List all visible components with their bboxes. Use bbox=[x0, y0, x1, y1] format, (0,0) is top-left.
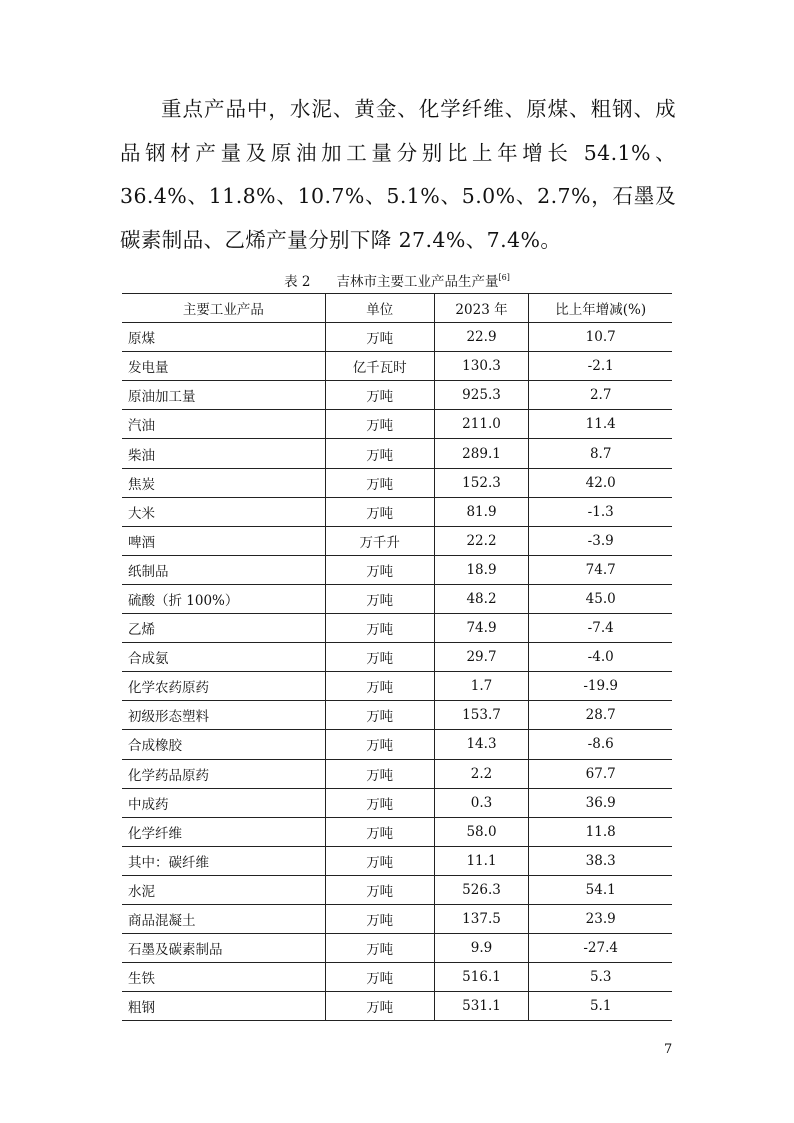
table-row bbox=[122, 468, 672, 497]
cell-product: 化学药品原药 bbox=[128, 767, 209, 784]
cell-product: 原油加工量 bbox=[128, 389, 196, 406]
cell-unit: 万吨 bbox=[325, 643, 434, 672]
header-product: 主要工业产品 bbox=[122, 294, 325, 323]
cell-change: -8.6 bbox=[529, 730, 672, 759]
table-row bbox=[122, 614, 672, 643]
cell-2023-value: 58.0 bbox=[434, 817, 529, 846]
table-body bbox=[122, 323, 672, 1021]
table-row bbox=[122, 672, 672, 701]
cell-change: -4.0 bbox=[529, 643, 672, 672]
cell-product: 石墨及碳素制品 bbox=[128, 942, 223, 959]
table-caption-number: 表 2 bbox=[284, 274, 311, 290]
cell-2023-value: 14.3 bbox=[434, 730, 529, 759]
cell-2023-value: 0.3 bbox=[434, 788, 529, 817]
cell-change: -27.4 bbox=[529, 934, 672, 963]
cell-unit: 万吨 bbox=[325, 992, 434, 1021]
cell-2023-value: 22.2 bbox=[434, 526, 529, 555]
cell-change: 5.1 bbox=[529, 992, 672, 1021]
cell-change: -19.9 bbox=[529, 672, 672, 701]
page-number: 7 bbox=[664, 1042, 673, 1057]
cell-2023-value: 925.3 bbox=[434, 381, 529, 410]
cell-change: 10.7 bbox=[529, 323, 672, 352]
cell-change: -3.9 bbox=[529, 526, 672, 555]
cell-unit: 万吨 bbox=[325, 468, 434, 497]
cell-product: 初级形态塑料 bbox=[128, 709, 209, 726]
cell-product: 硫酸（折 100%） bbox=[128, 592, 239, 609]
cell-unit: 万吨 bbox=[325, 788, 434, 817]
cell-unit: 万吨 bbox=[325, 672, 434, 701]
cell-2023-value: 211.0 bbox=[434, 410, 529, 439]
cell-change: -2.1 bbox=[529, 352, 672, 381]
table-row bbox=[122, 788, 672, 817]
cell-unit: 万吨 bbox=[325, 934, 434, 963]
cell-2023-value: 526.3 bbox=[434, 875, 529, 904]
cell-product: 化学纤维 bbox=[128, 825, 182, 842]
cell-2023-value: 137.5 bbox=[434, 904, 529, 933]
cell-unit: 万千升 bbox=[325, 526, 434, 555]
cell-unit: 万吨 bbox=[325, 759, 434, 788]
cell-unit: 万吨 bbox=[325, 963, 434, 992]
cell-change: 54.1 bbox=[529, 875, 672, 904]
cell-unit: 亿千瓦时 bbox=[325, 352, 434, 381]
cell-change: -1.3 bbox=[529, 497, 672, 526]
cell-unit: 万吨 bbox=[325, 614, 434, 643]
cell-2023-value: 531.1 bbox=[434, 992, 529, 1021]
cell-change: 11.4 bbox=[529, 410, 672, 439]
cell-unit: 万吨 bbox=[325, 584, 434, 613]
table-row bbox=[122, 701, 672, 730]
cell-unit: 万吨 bbox=[325, 555, 434, 584]
table-row bbox=[122, 439, 672, 468]
cell-unit: 万吨 bbox=[325, 875, 434, 904]
cell-2023-value: 153.7 bbox=[434, 701, 529, 730]
table-caption-title: 吉林市主要工业产品生产量 bbox=[336, 274, 499, 290]
cell-product: 原煤 bbox=[128, 331, 155, 348]
table-row bbox=[122, 352, 672, 381]
cell-2023-value: 22.9 bbox=[434, 323, 529, 352]
body-paragraph: 重点产品中，水泥、黄金、化学纤维、原煤、粗钢、成品钢材产量及原油加工量分别比上年增长 54.1%、36.4%、11.8%、10.7%、5.1%、5.0%、2.7%，石墨及碳素制品、乙烯产量分别下降 27.4%、7.4%。 bbox=[120, 97, 676, 252]
table-caption bbox=[0, 268, 794, 292]
cell-change: 23.9 bbox=[529, 904, 672, 933]
cell-unit: 万吨 bbox=[325, 730, 434, 759]
table-row bbox=[122, 410, 672, 439]
cell-2023-value: 152.3 bbox=[434, 468, 529, 497]
cell-unit: 万吨 bbox=[325, 439, 434, 468]
cell-product: 乙烯 bbox=[128, 622, 155, 639]
cell-product: 合成氨 bbox=[128, 651, 169, 668]
cell-product: 粗钢 bbox=[128, 1000, 155, 1017]
cell-unit: 万吨 bbox=[325, 497, 434, 526]
cell-product: 中成药 bbox=[128, 796, 169, 813]
cell-product: 生铁 bbox=[128, 971, 155, 988]
cell-product: 化学农药原药 bbox=[128, 680, 209, 697]
cell-2023-value: 289.1 bbox=[434, 439, 529, 468]
cell-change: 38.3 bbox=[529, 846, 672, 875]
cell-product: 焦炭 bbox=[128, 476, 155, 493]
table-row bbox=[122, 730, 672, 759]
table-row bbox=[122, 963, 672, 992]
cell-2023-value: 81.9 bbox=[434, 497, 529, 526]
cell-product: 水泥 bbox=[128, 883, 155, 900]
table-row bbox=[122, 643, 672, 672]
table-row bbox=[122, 555, 672, 584]
cell-change: 11.8 bbox=[529, 817, 672, 846]
cell-2023-value: 1.7 bbox=[434, 672, 529, 701]
table-row bbox=[122, 759, 672, 788]
table-row bbox=[122, 875, 672, 904]
table-row bbox=[122, 817, 672, 846]
table-caption-reference: [6] bbox=[498, 273, 510, 282]
cell-2023-value: 2.2 bbox=[434, 759, 529, 788]
cell-product: 啤酒 bbox=[128, 534, 155, 551]
cell-2023-value: 74.9 bbox=[434, 614, 529, 643]
cell-change: 8.7 bbox=[529, 439, 672, 468]
cell-unit: 万吨 bbox=[325, 381, 434, 410]
cell-unit: 万吨 bbox=[325, 323, 434, 352]
cell-product: 汽油 bbox=[128, 418, 155, 435]
cell-product: 合成橡胶 bbox=[128, 738, 182, 755]
cell-change: 42.0 bbox=[529, 468, 672, 497]
cell-change: 74.7 bbox=[529, 555, 672, 584]
table-header-row bbox=[122, 294, 672, 323]
cell-product: 商品混凝土 bbox=[128, 913, 196, 930]
cell-product: 柴油 bbox=[128, 447, 155, 464]
cell-unit: 万吨 bbox=[325, 701, 434, 730]
table-row bbox=[122, 846, 672, 875]
cell-2023-value: 11.1 bbox=[434, 846, 529, 875]
cell-unit: 万吨 bbox=[325, 846, 434, 875]
table-row bbox=[122, 323, 672, 352]
cell-product: 其中：碳纤维 bbox=[128, 854, 209, 871]
cell-2023-value: 516.1 bbox=[434, 963, 529, 992]
table-row bbox=[122, 381, 672, 410]
header-unit: 单位 bbox=[325, 294, 434, 323]
cell-product: 纸制品 bbox=[128, 563, 169, 580]
table-row bbox=[122, 934, 672, 963]
cell-unit: 万吨 bbox=[325, 817, 434, 846]
cell-2023-value: 9.9 bbox=[434, 934, 529, 963]
header-2023: 2023 年 bbox=[434, 294, 529, 323]
cell-change: 45.0 bbox=[529, 584, 672, 613]
cell-change: 67.7 bbox=[529, 759, 672, 788]
cell-2023-value: 130.3 bbox=[434, 352, 529, 381]
cell-2023-value: 29.7 bbox=[434, 643, 529, 672]
table-row bbox=[122, 584, 672, 613]
table-row bbox=[122, 992, 672, 1021]
header-change: 比上年增减(%) bbox=[529, 294, 672, 323]
cell-change: 36.9 bbox=[529, 788, 672, 817]
cell-unit: 万吨 bbox=[325, 410, 434, 439]
cell-product: 大米 bbox=[128, 505, 155, 522]
cell-2023-value: 48.2 bbox=[434, 584, 529, 613]
cell-unit: 万吨 bbox=[325, 904, 434, 933]
table-row bbox=[122, 526, 672, 555]
cell-change: -7.4 bbox=[529, 614, 672, 643]
cell-product: 发电量 bbox=[128, 360, 169, 377]
cell-2023-value: 18.9 bbox=[434, 555, 529, 584]
table-row bbox=[122, 904, 672, 933]
cell-change: 2.7 bbox=[529, 381, 672, 410]
industrial-products-table bbox=[122, 293, 672, 1021]
table-row bbox=[122, 497, 672, 526]
cell-change: 5.3 bbox=[529, 963, 672, 992]
cell-change: 28.7 bbox=[529, 701, 672, 730]
